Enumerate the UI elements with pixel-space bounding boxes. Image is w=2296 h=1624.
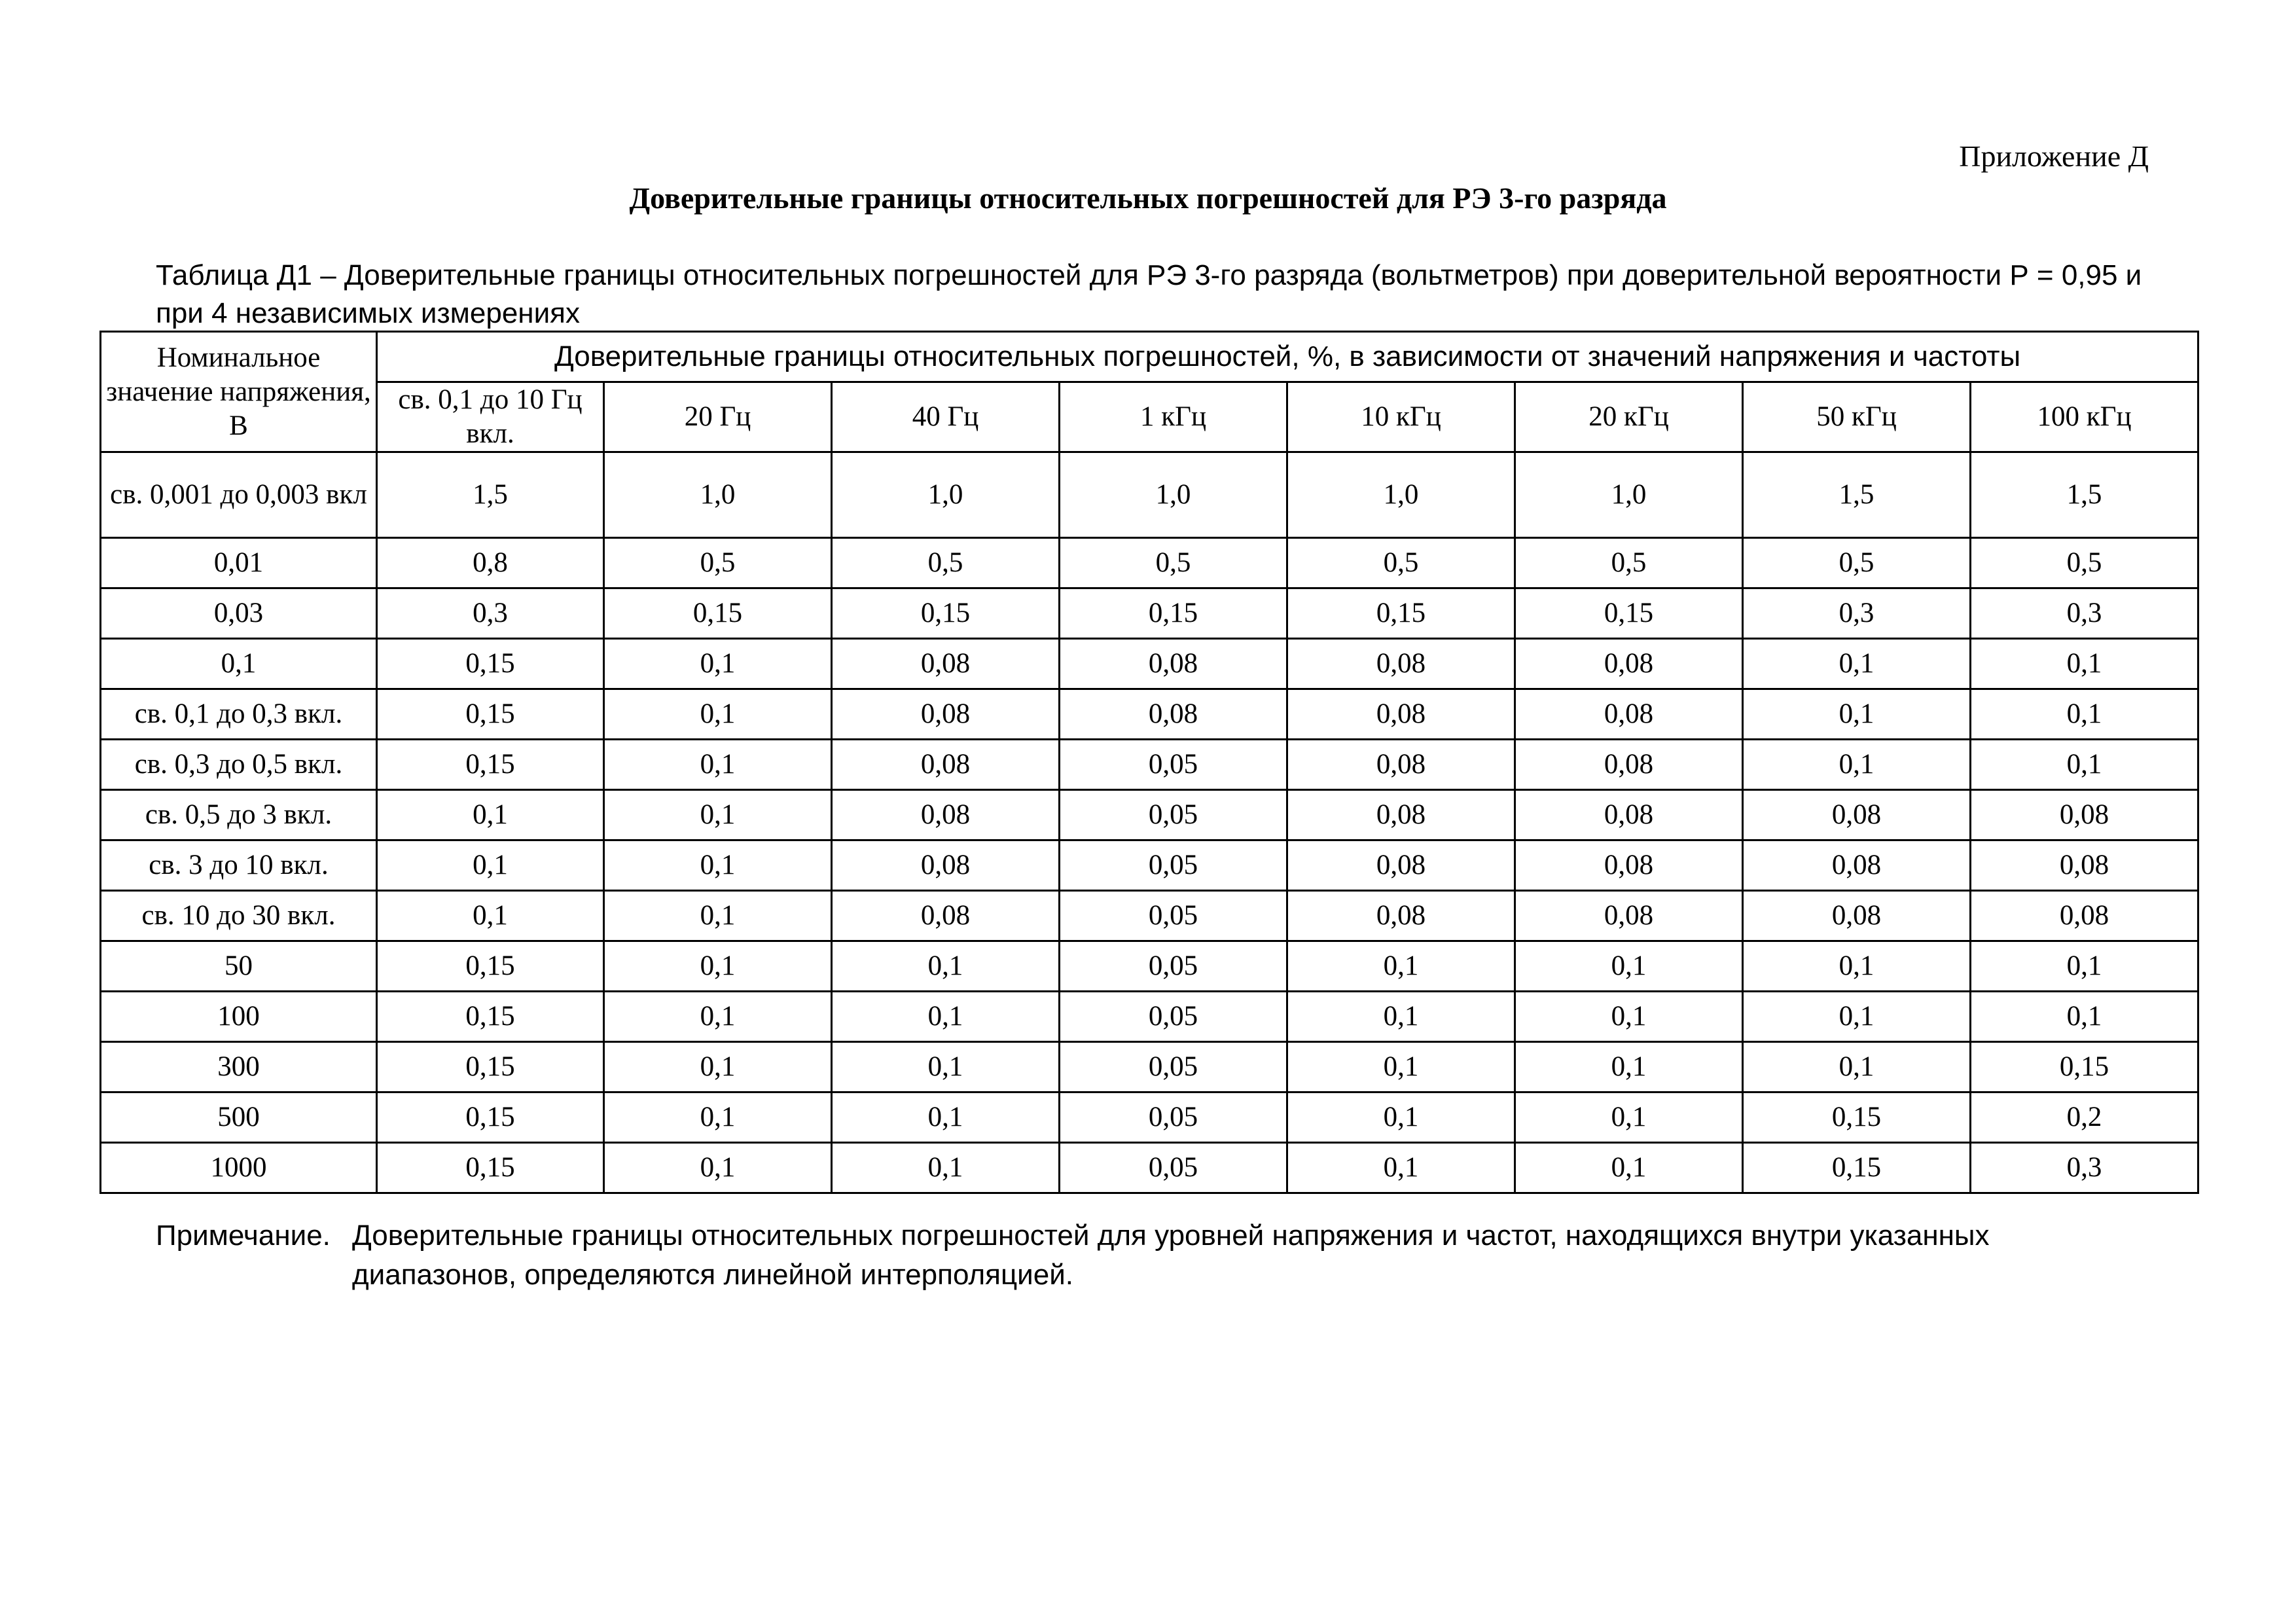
error-bound-cell: 0,15 (1743, 1143, 1971, 1193)
error-bound-cell: 0,1 (1743, 689, 1971, 740)
header-frequency: 1 кГц (1060, 382, 1287, 452)
nominal-voltage-cell: св. 0,1 до 0,3 вкл. (101, 689, 377, 740)
nominal-voltage-cell: 1000 (101, 1143, 377, 1193)
error-bound-cell: 0,1 (1287, 941, 1515, 992)
error-bound-cell: 0,05 (1060, 1092, 1287, 1143)
table-body (101, 452, 2198, 1193)
error-bound-cell: 0,3 (377, 588, 604, 639)
error-bound-cell: 1,0 (1287, 452, 1515, 538)
error-bound-cell: 0,15 (377, 1042, 604, 1092)
error-bound-cell: 1,0 (832, 452, 1060, 538)
table-row (101, 689, 2198, 740)
error-bound-cell: 0,3 (1971, 588, 2198, 639)
error-bound-cell: 0,08 (832, 639, 1060, 689)
header-frequency: 20 Гц (604, 382, 832, 452)
error-bound-cell: 0,1 (1287, 992, 1515, 1042)
error-bound-cell: 1,5 (1971, 452, 2198, 538)
error-bound-cell: 0,08 (1515, 689, 1743, 740)
error-bound-cell: 0,1 (377, 840, 604, 891)
error-bound-cell: 1,0 (604, 452, 832, 538)
table-row (101, 538, 2198, 588)
table-caption: Таблица Д1 – Доверительные границы относительных погрешностей для РЭ 3-го разряда (вольтметров) при доверительной вероятности Р = 0,95 и при 4 независимых измерениях (156, 259, 2142, 329)
table-row (101, 992, 2198, 1042)
error-bound-cell: 0,08 (832, 840, 1060, 891)
error-bound-cell: 0,1 (832, 992, 1060, 1042)
error-bound-cell: 0,5 (1515, 538, 1743, 588)
error-bound-cell: 0,8 (377, 538, 604, 588)
error-bound-cell: 0,1 (1515, 1042, 1743, 1092)
error-bound-cell: 0,08 (1287, 740, 1515, 790)
table-row (101, 740, 2198, 790)
error-bound-cell: 0,3 (1971, 1143, 2198, 1193)
error-bound-cell: 0,15 (1060, 588, 1287, 639)
error-bound-cell: 0,05 (1060, 790, 1287, 840)
note-label: Примечание. (156, 1219, 331, 1252)
error-bound-cell: 0,1 (604, 840, 832, 891)
appendix-label: Приложение Д (1959, 139, 2149, 173)
table-row (101, 588, 2198, 639)
error-bound-cell: 0,08 (1287, 790, 1515, 840)
error-bound-cell: 0,08 (1743, 790, 1971, 840)
error-bound-cell: 0,1 (832, 1092, 1060, 1143)
error-bound-cell: 0,08 (1515, 790, 1743, 840)
error-bound-cell: 0,5 (1060, 538, 1287, 588)
error-bound-cell: 0,15 (377, 689, 604, 740)
error-bound-cell: 0,1 (1515, 941, 1743, 992)
table-note (156, 1216, 2145, 1295)
error-bound-cell: 0,1 (1287, 1143, 1515, 1193)
error-bound-cell: 0,5 (1743, 538, 1971, 588)
error-bound-cell: 0,1 (1515, 1092, 1743, 1143)
error-bound-cell: 0,05 (1060, 840, 1287, 891)
error-bound-cell: 0,1 (604, 639, 832, 689)
table-row (101, 840, 2198, 891)
error-bound-cell: 0,1 (1515, 1143, 1743, 1193)
error-bound-cell: 0,1 (604, 941, 832, 992)
error-bound-cell: 0,08 (832, 740, 1060, 790)
error-bound-cell: 0,1 (604, 740, 832, 790)
header-frequency: св. 0,1 до 10 Гц вкл. (377, 382, 604, 452)
nominal-voltage-cell: св. 10 до 30 вкл. (101, 891, 377, 941)
error-bound-cell: 0,1 (1287, 1042, 1515, 1092)
error-bound-cell: 0,1 (604, 1092, 832, 1143)
header-nominal-voltage: Номинальное значение напряжения, В (101, 332, 377, 452)
error-bound-cell: 0,1 (604, 689, 832, 740)
error-bound-cell: 0,08 (1060, 639, 1287, 689)
error-bound-cell: 0,1 (1971, 639, 2198, 689)
frequency-header-row (101, 382, 2198, 452)
error-bound-cell: 0,1 (1743, 1042, 1971, 1092)
nominal-voltage-cell: 0,03 (101, 588, 377, 639)
error-bound-cell: 0,15 (377, 992, 604, 1042)
nominal-voltage-cell: 0,1 (101, 639, 377, 689)
error-bound-cell: 0,5 (832, 538, 1060, 588)
table-row (101, 941, 2198, 992)
error-bound-cell: 0,1 (604, 790, 832, 840)
error-bound-cell: 0,1 (832, 1143, 1060, 1193)
error-bound-cell: 0,1 (832, 1042, 1060, 1092)
error-bound-cell: 0,1 (1971, 992, 2198, 1042)
nominal-voltage-cell: св. 0,001 до 0,003 вкл (101, 452, 377, 538)
nominal-voltage-cell: св. 0,5 до 3 вкл. (101, 790, 377, 840)
header-frequency: 50 кГц (1743, 382, 1971, 452)
error-bound-cell: 0,08 (1515, 891, 1743, 941)
error-bound-cell: 0,08 (1971, 840, 2198, 891)
error-bound-cell: 0,08 (1515, 840, 1743, 891)
error-bound-cell: 0,08 (832, 790, 1060, 840)
error-bound-cell: 0,1 (1743, 992, 1971, 1042)
error-bound-cell: 0,1 (604, 1143, 832, 1193)
error-bound-cell: 0,05 (1060, 740, 1287, 790)
error-bound-cell: 0,08 (1287, 689, 1515, 740)
error-bound-cell: 0,2 (1971, 1092, 2198, 1143)
error-bound-cell: 0,1 (604, 891, 832, 941)
nominal-voltage-cell: 50 (101, 941, 377, 992)
nominal-voltage-cell: 0,01 (101, 538, 377, 588)
table-row (101, 1143, 2198, 1193)
error-bound-cell: 0,15 (377, 1092, 604, 1143)
table-row (101, 790, 2198, 840)
header-error-bounds-group: Доверительные границы относительных погрешностей, %, в зависимости от значений напряжения и частоты (377, 332, 2198, 382)
error-bound-cell: 0,1 (1971, 941, 2198, 992)
error-bound-cell: 0,1 (604, 1042, 832, 1092)
header-frequency: 20 кГц (1515, 382, 1743, 452)
error-bound-cell: 0,5 (1287, 538, 1515, 588)
table-row (101, 639, 2198, 689)
error-bound-cell: 0,3 (1743, 588, 1971, 639)
page-title: Доверительные границы относительных погрешностей для РЭ 3-го разряда (629, 181, 1667, 215)
error-bound-cell: 0,08 (1515, 740, 1743, 790)
error-bound-cell: 0,05 (1060, 891, 1287, 941)
header-frequency: 40 Гц (832, 382, 1060, 452)
nominal-voltage-cell: св. 3 до 10 вкл. (101, 840, 377, 891)
error-bound-cell: 0,15 (377, 941, 604, 992)
table-row (101, 891, 2198, 941)
header-frequency: 100 кГц (1971, 382, 2198, 452)
error-bound-cell: 0,05 (1060, 992, 1287, 1042)
error-bound-cell: 0,15 (1971, 1042, 2198, 1092)
note-text: Доверительные границы относительных погрешностей для уровней напряжения и частот, находящихся внутри указанных диапазонов, определяются линейной интерполяцией. (352, 1219, 1990, 1291)
error-bound-cell: 0,5 (604, 538, 832, 588)
error-bound-cell: 0,1 (377, 790, 604, 840)
error-bound-cell: 0,05 (1060, 941, 1287, 992)
nominal-voltage-cell: 500 (101, 1092, 377, 1143)
error-bound-cell: 1,5 (1743, 452, 1971, 538)
error-bound-cell: 0,08 (1743, 840, 1971, 891)
error-bound-cell: 0,08 (1743, 891, 1971, 941)
error-bound-cell: 0,5 (1971, 538, 2198, 588)
error-bound-cell: 0,08 (1515, 639, 1743, 689)
error-bound-cell: 0,1 (1515, 992, 1743, 1042)
error-bound-cell: 0,08 (1060, 689, 1287, 740)
nominal-voltage-cell: св. 0,3 до 0,5 вкл. (101, 740, 377, 790)
error-bound-cell: 0,08 (1287, 639, 1515, 689)
error-bound-cell: 0,1 (1287, 1092, 1515, 1143)
nominal-voltage-cell: 100 (101, 992, 377, 1042)
error-bound-cell: 0,08 (1287, 891, 1515, 941)
table-row (101, 1042, 2198, 1092)
error-bound-cell: 0,15 (377, 1143, 604, 1193)
error-bound-cell: 0,05 (1060, 1143, 1287, 1193)
error-bound-cell: 0,08 (1971, 790, 2198, 840)
error-bounds-table (99, 331, 2199, 1194)
error-bound-cell: 0,1 (1971, 689, 2198, 740)
error-bound-cell: 0,1 (377, 891, 604, 941)
header-frequency: 10 кГц (1287, 382, 1515, 452)
error-bound-cell: 0,1 (832, 941, 1060, 992)
table-row (101, 452, 2198, 538)
error-bound-cell: 0,15 (604, 588, 832, 639)
error-bound-cell: 0,15 (1515, 588, 1743, 639)
error-bound-cell: 0,05 (1060, 1042, 1287, 1092)
error-bound-cell: 0,1 (1743, 639, 1971, 689)
error-bound-cell: 0,15 (832, 588, 1060, 639)
error-bound-cell: 0,08 (832, 891, 1060, 941)
error-bound-cell: 1,5 (377, 452, 604, 538)
error-bound-cell: 1,0 (1515, 452, 1743, 538)
nominal-voltage-cell: 300 (101, 1042, 377, 1092)
error-bound-cell: 1,0 (1060, 452, 1287, 538)
error-bound-cell: 0,1 (1743, 941, 1971, 992)
error-bound-cell: 0,08 (832, 689, 1060, 740)
error-bound-cell: 0,1 (604, 992, 832, 1042)
error-bound-cell: 0,15 (377, 639, 604, 689)
error-bound-cell: 0,08 (1287, 840, 1515, 891)
error-bound-cell: 0,08 (1971, 891, 2198, 941)
error-bound-cell: 0,15 (377, 740, 604, 790)
table-row (101, 1092, 2198, 1143)
error-bound-cell: 0,15 (1287, 588, 1515, 639)
error-bound-cell: 0,1 (1971, 740, 2198, 790)
error-bound-cell: 0,1 (1743, 740, 1971, 790)
error-bound-cell: 0,15 (1743, 1092, 1971, 1143)
